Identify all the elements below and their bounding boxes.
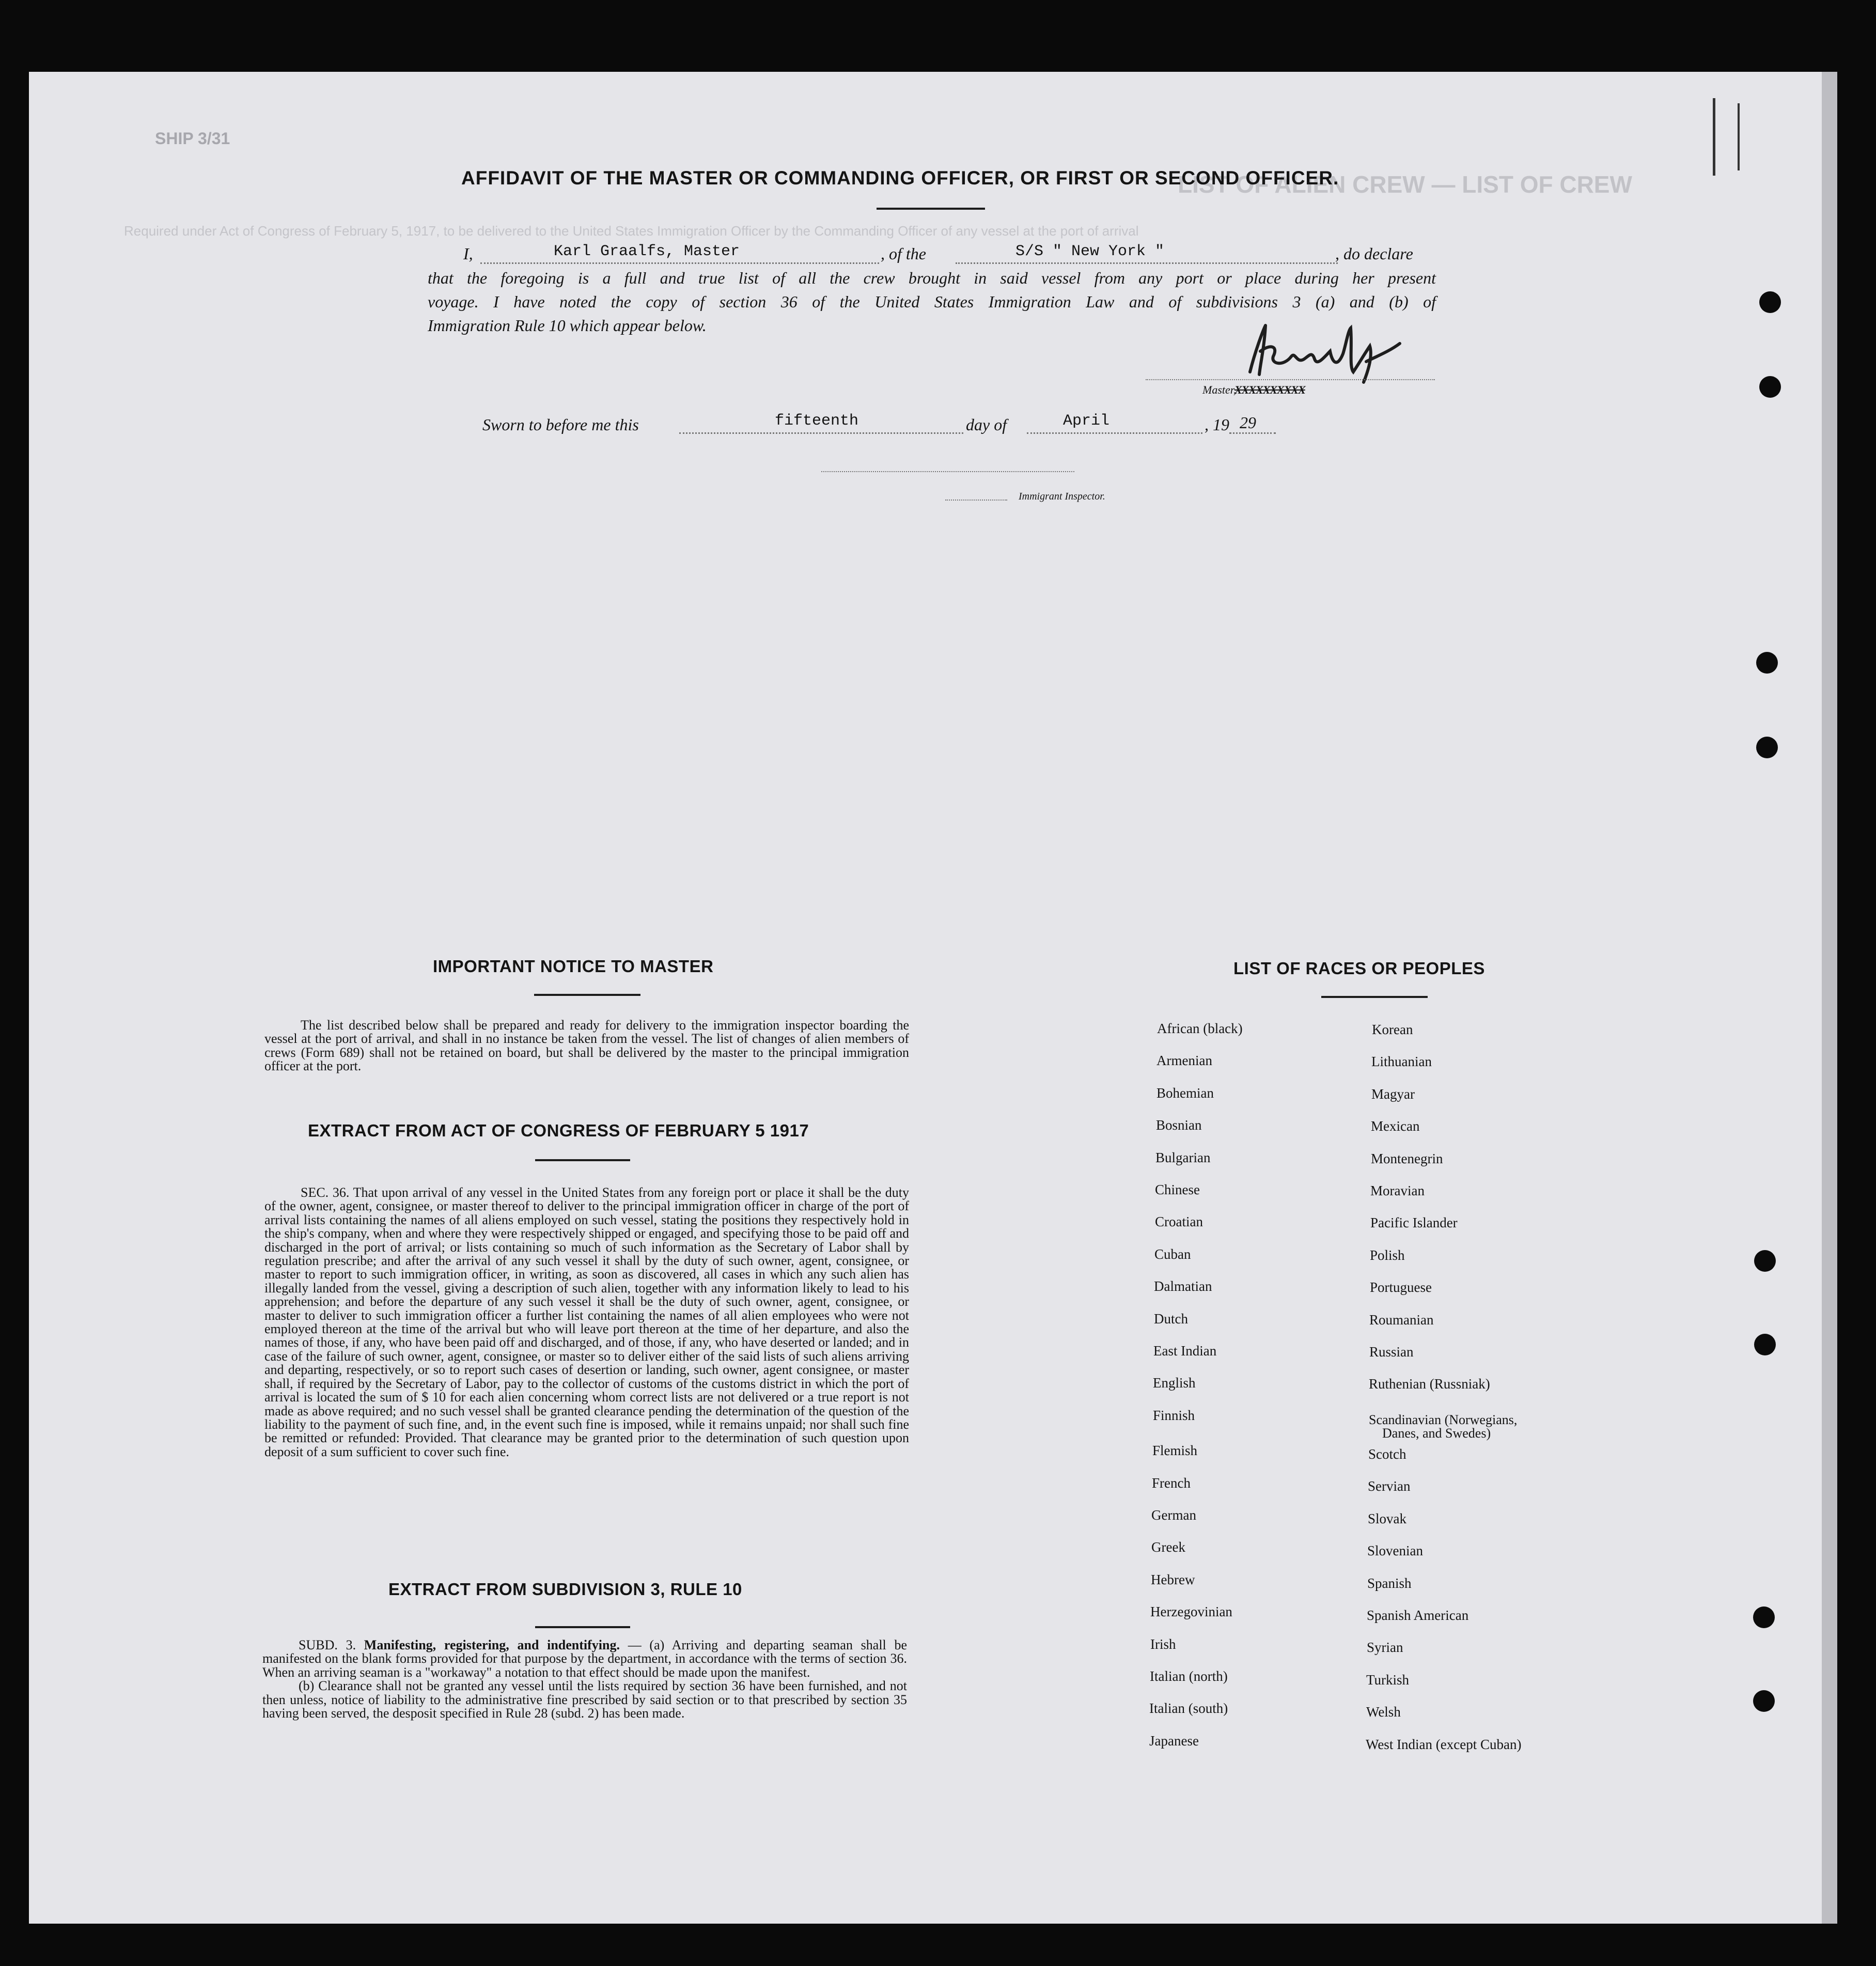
race-item: Japanese	[1149, 1733, 1199, 1749]
race-item: Portuguese	[1370, 1280, 1432, 1295]
race-item: Croatian	[1155, 1214, 1203, 1229]
race-item: African (black)	[1157, 1021, 1243, 1036]
signature-line	[1146, 370, 1435, 380]
race-item: Dalmatian	[1154, 1278, 1212, 1294]
binding-mark	[1713, 98, 1715, 176]
race-item: Polish	[1370, 1247, 1405, 1263]
vessel-name-field: S/S " New York "	[1015, 243, 1165, 260]
race-item: Italian (south)	[1149, 1700, 1228, 1716]
rule-paragraph-b: (b) Clearance shall not be granted any vessel until the lists required by section 36 have been furnished, and not then unless, notice of liability to the administrative fine prescribed by said section or to that prescribed by section 35 having been served, the desposit specified in Rule 28 (subd. 2) has been made.	[262, 1678, 907, 1721]
race-item: Korean	[1372, 1022, 1413, 1037]
race-item: Mexican	[1371, 1118, 1420, 1134]
inspector-short-line	[945, 483, 1007, 501]
reverse-bleed-line: Required under Act of Congress of February 5, 1917, to be delivered to the United States Immigration Officer by the Commanding Officer of any vessel at the port of arrival	[124, 223, 1139, 239]
race-item: Slovak	[1368, 1511, 1407, 1526]
signature-struck-text: XXXXXXXXXX	[1234, 383, 1305, 396]
race-item: Moravian	[1370, 1183, 1425, 1198]
race-item: Finnish	[1153, 1408, 1195, 1423]
affidavit-title: AFFIDAVIT OF THE MASTER OR COMMANDING OFFICER, OR FIRST OR SECOND OFFICER.	[461, 167, 1339, 189]
punch-hole	[1753, 1690, 1775, 1712]
race-item: Italian (north)	[1150, 1668, 1228, 1684]
race-item: Pacific Islander	[1370, 1215, 1458, 1230]
race-item: Scandinavian (Norwegians,	[1369, 1412, 1518, 1427]
affidavit-body-line-3: Immigration Rule 10 which appear below.	[428, 316, 707, 335]
race-item: Bosnian	[1156, 1117, 1202, 1133]
punch-hole	[1754, 1250, 1776, 1272]
race-item: Montenegrin	[1371, 1151, 1443, 1166]
race-item: English	[1153, 1375, 1196, 1391]
race-item: Spanish American	[1367, 1608, 1469, 1623]
race-item: Servian	[1368, 1478, 1411, 1494]
day-field: fifteenth	[775, 412, 859, 430]
page-stamp: SHIP 3/31	[155, 129, 230, 148]
rule-a-text: — (a) Arriving and departing seaman shall be manifested on the blank forms provided for that purpose by the department, in accordance with the terms of section 36. When an arriving seaman is a "workaway" a notation to that effect should be made upon the manifest.	[262, 1637, 908, 1680]
of-the-label: , of the	[881, 244, 926, 263]
race-item: Scotch	[1368, 1446, 1406, 1462]
notice-underline	[534, 994, 640, 996]
race-item: Slovenian	[1367, 1543, 1423, 1558]
extract-act-underline	[535, 1159, 630, 1161]
affidavit-i-label: I,	[463, 244, 473, 263]
month-field: April	[1063, 412, 1110, 430]
sworn-label: Sworn to before me this	[482, 415, 639, 434]
races-underline	[1321, 996, 1428, 998]
do-declare-label: , do declare	[1335, 244, 1413, 263]
race-item: Roumanian	[1369, 1312, 1434, 1328]
race-item: Chinese	[1155, 1182, 1200, 1197]
affidavit-body-line-2: voyage. I have noted the copy of section 36 of the United States Immigration Law and of subdivisions 3 (a) and (b) of	[428, 292, 1436, 311]
day-of-label: day of	[966, 415, 1007, 434]
race-item: Flemish	[1152, 1443, 1198, 1458]
race-item: Welsh	[1366, 1704, 1401, 1720]
reverse-bleed-title: LIST OF ALIEN CREW — LIST OF CREW	[1178, 171, 1632, 198]
page-edge	[1822, 72, 1837, 1924]
race-item: Hebrew	[1151, 1572, 1195, 1587]
race-item: Turkish	[1366, 1672, 1410, 1688]
race-item: Lithuanian	[1371, 1054, 1432, 1069]
race-item: Irish	[1150, 1636, 1176, 1652]
extract-rule-text	[262, 1639, 907, 1720]
signature-caption: Master,	[1202, 383, 1237, 396]
notice-title: IMPORTANT NOTICE TO MASTER	[433, 957, 714, 976]
race-item: Herzegovinian	[1150, 1604, 1232, 1619]
race-item: Magyar	[1371, 1086, 1415, 1102]
race-item: Bulgarian	[1155, 1150, 1211, 1165]
punch-hole	[1753, 1606, 1775, 1628]
punch-hole	[1759, 376, 1781, 398]
affidavit-body-line-1: that the foregoing is a full and true list of all the crew brought in said vessel from any port or place during her present	[428, 269, 1436, 287]
extract-rule-underline	[535, 1626, 630, 1628]
notice-paragraph: The list described below shall be prepared and ready for delivery to the immigration inspector boarding the vessel at the port of arrival, and shall in no instance be taken from the vessel. The list of changes of alien members of crews (Form 689) shall not be retained on board, but shall be delivered by the master to the principal immigration officer at the port.	[264, 1018, 909, 1074]
rule-paragraph-a	[262, 1639, 907, 1679]
year-field: 29	[1240, 413, 1256, 432]
inspector-caption: Immigrant Inspector.	[1019, 491, 1105, 502]
extract-act-text	[264, 1186, 909, 1459]
race-item: Danes, and Swedes)	[1382, 1426, 1491, 1441]
year-prefix: , 19	[1205, 415, 1229, 434]
race-item: Syrian	[1367, 1640, 1403, 1655]
race-item: Bohemian	[1156, 1085, 1214, 1101]
punch-hole	[1756, 652, 1778, 674]
rule-a-heading: Manifesting, registering, and indentifying.	[364, 1637, 620, 1652]
punch-hole	[1759, 291, 1781, 313]
race-item: Cuban	[1154, 1246, 1191, 1262]
race-item: German	[1151, 1507, 1196, 1523]
extract-act-title: EXTRACT FROM ACT OF CONGRESS OF FEBRUARY 5 1917	[308, 1121, 809, 1140]
extract-rule-title: EXTRACT FROM SUBDIVISION 3, RULE 10	[388, 1580, 742, 1599]
inspector-signature-line	[821, 455, 1074, 472]
title-underline	[877, 208, 985, 210]
race-item: French	[1152, 1475, 1191, 1491]
master-name-field: Karl Graalfs, Master	[554, 243, 740, 260]
extract-act-paragraph: SEC. 36. That upon arrival of any vessel in the United States from any foreign port or place it shall be the duty of the owner, agent, consignee, or master thereof to deliver to the principal immigration officer in charge of the port of arrival lists containing the names of all aliens employed on such vessel, stating the positions they respectively hold in the ship's company, when and where they were respectively shipped or engaged, and specifying those to be paid off and discharged in the port of arrival; or lists containing so much of such information as the Secretary of Labor shall by regulation prescribe; and after the arrival of any such vessel it shall by the duty of such owner, agent, consignee, or master to report to such immigration officer, in writing, as soon as discovered, all cases in which any such alien has illegally landed from the vessel, giving a description of such alien, together with any information likely to lead to his apprehension; and before the departure of any such vessel it shall be the duty of such owner, agent, consignee, or master to deliver to such immigration officer a further list containing the names of all alien employees who were not employed thereon at the time of the arrival but who will leave port thereon at the time of her departure, and also the names of those, if any, who have been paid off and discharged, and of those, if any, who have deserted or landed; and in case of the failure of such owner, agent, consignee, or master so to deliver either of the said lists of such aliens arriving and departing, respectively, or so to report such cases of desertion or landing, such owner, agent consignee, or master shall, if required by the Secretary of Labor, pay to the collector of customs of the customs district in which the port of arrival is located the sum of $ 10 for each alien concerning whom correct lists are not delivered or a true report is not made as above required; and no such vessel shall be granted clearance pending the determination of the question of the liability to the payment of such fine, and, in the event such fine is imposed, while it remains unpaid; nor shall such fine be remitted or refunded: Provided. That clearance may be granted prior to the determination of such question upon deposit of a sum sufficient to cover such fine.	[264, 1185, 909, 1459]
notice-text	[264, 1019, 909, 1073]
race-item: Russian	[1369, 1344, 1414, 1360]
race-item: Spanish	[1367, 1575, 1412, 1591]
race-item: Greek	[1151, 1539, 1185, 1555]
race-item: Dutch	[1154, 1311, 1188, 1327]
year-field-line	[1229, 416, 1276, 434]
race-item: Ruthenian (Russniak)	[1369, 1376, 1490, 1392]
race-item: East Indian	[1153, 1343, 1217, 1359]
races-title: LIST OF RACES OR PEOPLES	[1233, 959, 1485, 978]
rule-a-lead: SUBD. 3.	[299, 1637, 364, 1652]
binding-mark	[1738, 103, 1740, 170]
race-item: Armenian	[1156, 1053, 1212, 1068]
month-field-line	[1027, 416, 1202, 434]
race-item: West Indian (except Cuban)	[1366, 1737, 1522, 1752]
punch-hole	[1756, 737, 1778, 758]
punch-hole	[1754, 1334, 1776, 1355]
